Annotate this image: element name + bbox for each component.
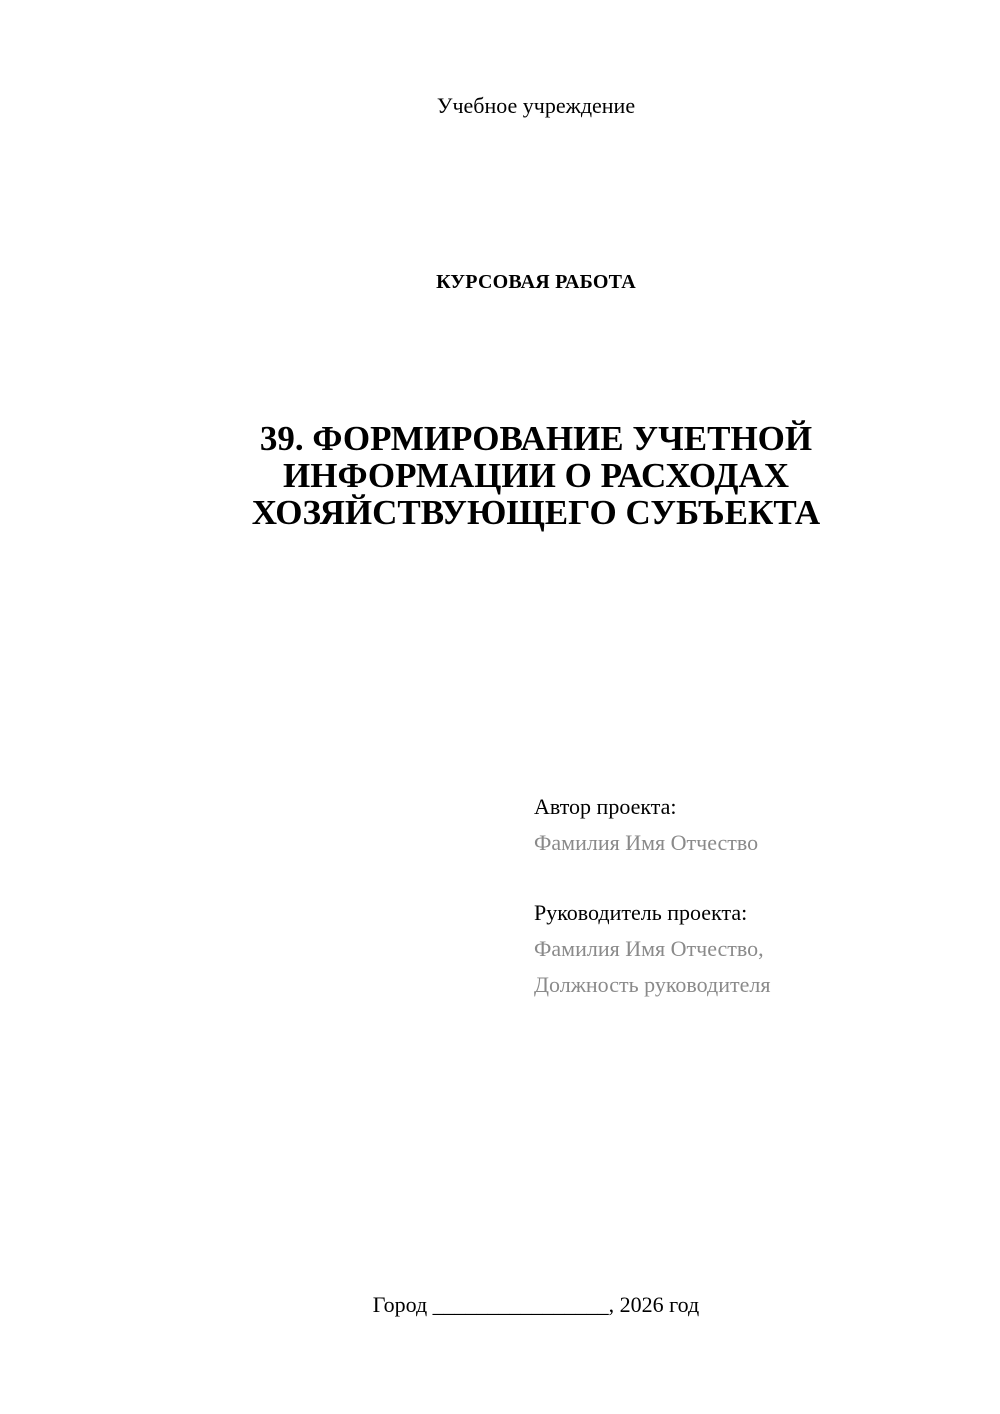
author-label: Автор проекта: [534,794,677,819]
work-title [0,420,1000,531]
work-title-line-3: ХОЗЯЙСТВУЮЩЕГО СУБЪЕКТА [251,493,821,532]
institution-name: Учебное учреждение [436,93,636,118]
city-year-line: Город ________________, 2026 год [372,1292,700,1317]
credits-block [534,789,974,1003]
supervisor-position: Должность руководителя [534,972,771,997]
author-name: Фамилия Имя Отчество [534,830,759,855]
work-title-line-2: ИНФОРМАЦИИ О РАСХОДАХ [283,456,789,495]
credits-spacer [534,861,974,895]
work-title-line-1: 39. ФОРМИРОВАНИЕ УЧЕТНОЙ [259,419,813,458]
document-type: КУРСОВАЯ РАБОТА [436,271,636,293]
supervisor-label: Руководитель проекта: [534,900,748,925]
supervisor-name: Фамилия Имя Отчество, [534,936,764,961]
